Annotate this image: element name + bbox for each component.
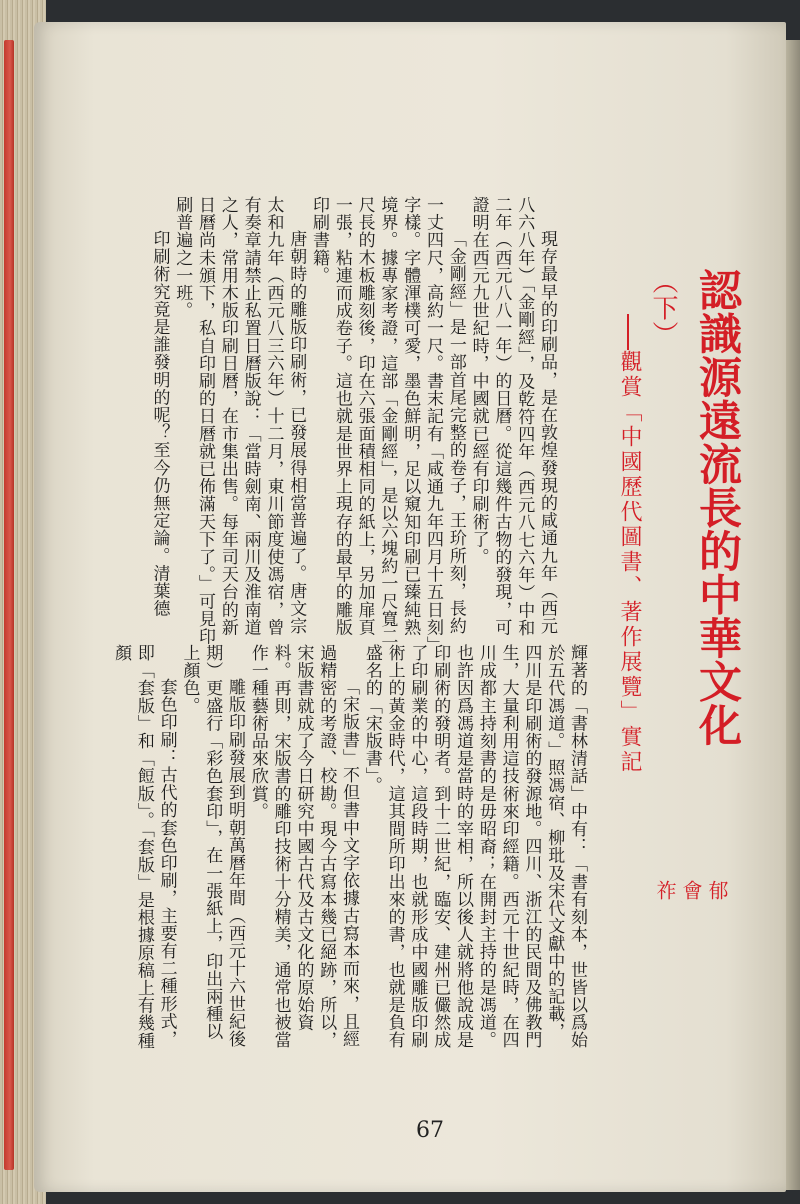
paragraph: 「宋版書」不但書中文字依據古寫本而來，且經過精密的考證、校勘。現今古寫本幾已絕跡，所以，宋版書就成了今日研究中國古代及古文化的原始資料。再則，宋版書的雕印技術十分精美，通常也被當作一種藝術品來欣賞。 bbox=[247, 644, 360, 1049]
red-page-edge bbox=[4, 40, 14, 1170]
article-subtitle: 觀賞「中國歷代圖書、著作展覽」實記 bbox=[617, 350, 642, 775]
article-title bbox=[648, 268, 744, 808]
paragraph: 現存最早的印刷品，是在敦煌發現的咸通九年（西元八六八年）「金剛經」，及乾符四年（西元八七六年）中和二年（西元八八一年）的日曆。從這幾件古物的發現，可證明在西元九世紀時，中國就已經有印刷術了。 bbox=[468, 196, 557, 637]
title-part: （下） bbox=[648, 268, 678, 348]
body-text-upper bbox=[98, 196, 558, 648]
book-right-edge bbox=[786, 40, 800, 1190]
page-number: 67 bbox=[416, 1118, 444, 1143]
paragraph: 輝著的「書林清話」中有：「書有刻本，世皆以爲始於五代馮道。」照馮宿、柳玭及宋代文獻中的記載，四川是印刷術的發源地。四川、浙江的民間及佛教門生，大量利用這技術來印經籍。西元十世紀時，在四川成都主持刻書的是毋昭裔；在開封主持的是馮道。也許因爲馮道是當時的宰相，所以後人就將他說成是印刷術的發明者。到十二世紀，臨安、建州已儼然成了印刷業的中心，這段時期，也就形成中國雕版印刷術上的黃金時代，這其間所印出來的書，也就是負有盛名的「宋版書」。 bbox=[361, 644, 587, 1049]
paragraph: 唐朝時的雕版印刷術，已發展得相當普遍了。唐文宗太和九年（西元八三六年）十二月，東川節度使馮宿，曾有奏章請禁止私置日曆版說：「當時劍南、兩川及淮南道之人，常用木版印刷日曆，在市集出售。每年司天台的新日曆尚未頒下，私自印刷的日曆就已佈滿天下了。」可見印刷普遍之一班。 bbox=[172, 196, 307, 646]
subtitle-dash bbox=[627, 314, 629, 350]
title-main: 認識源遠流長的中華文化 bbox=[692, 268, 742, 747]
paragraph: 雕版印刷發展到明朝萬曆年間（西元十六世紀後期）更盛行「彩色套印」，在一張紙上，印出兩種以上顏色。 bbox=[179, 644, 246, 1048]
paragraph: 「金剛經」是一部首尾完整的卷子，王玠所刻，長約一丈四尺，高約一尺。書末記有「咸通九年四月十五日刻」字樣。字體渾樸可愛，墨色鮮明，足以窺知印刷已臻純熟境界。據專家考證，這部「金剛經」，是以六塊約一尺寬二尺長的木板雕刻後，印在六張面積相同的紙上，另加扉頁一張，粘連而成卷子。這也就是世界上現存的最早的雕版印刷書籍。 bbox=[309, 196, 466, 646]
body-text-lower bbox=[100, 644, 588, 1056]
paragraph: 印刷術究竟是誰發明的呢？至今仍無定論。清葉德 bbox=[149, 230, 170, 618]
article-author: 郁 會 祚 bbox=[653, 880, 729, 908]
paragraph: 套色印刷：古代的套色印刷，主要有二種形式，即「套版」和「餖版」。「套版」是根據原稿上有幾種顏 bbox=[111, 644, 177, 1050]
